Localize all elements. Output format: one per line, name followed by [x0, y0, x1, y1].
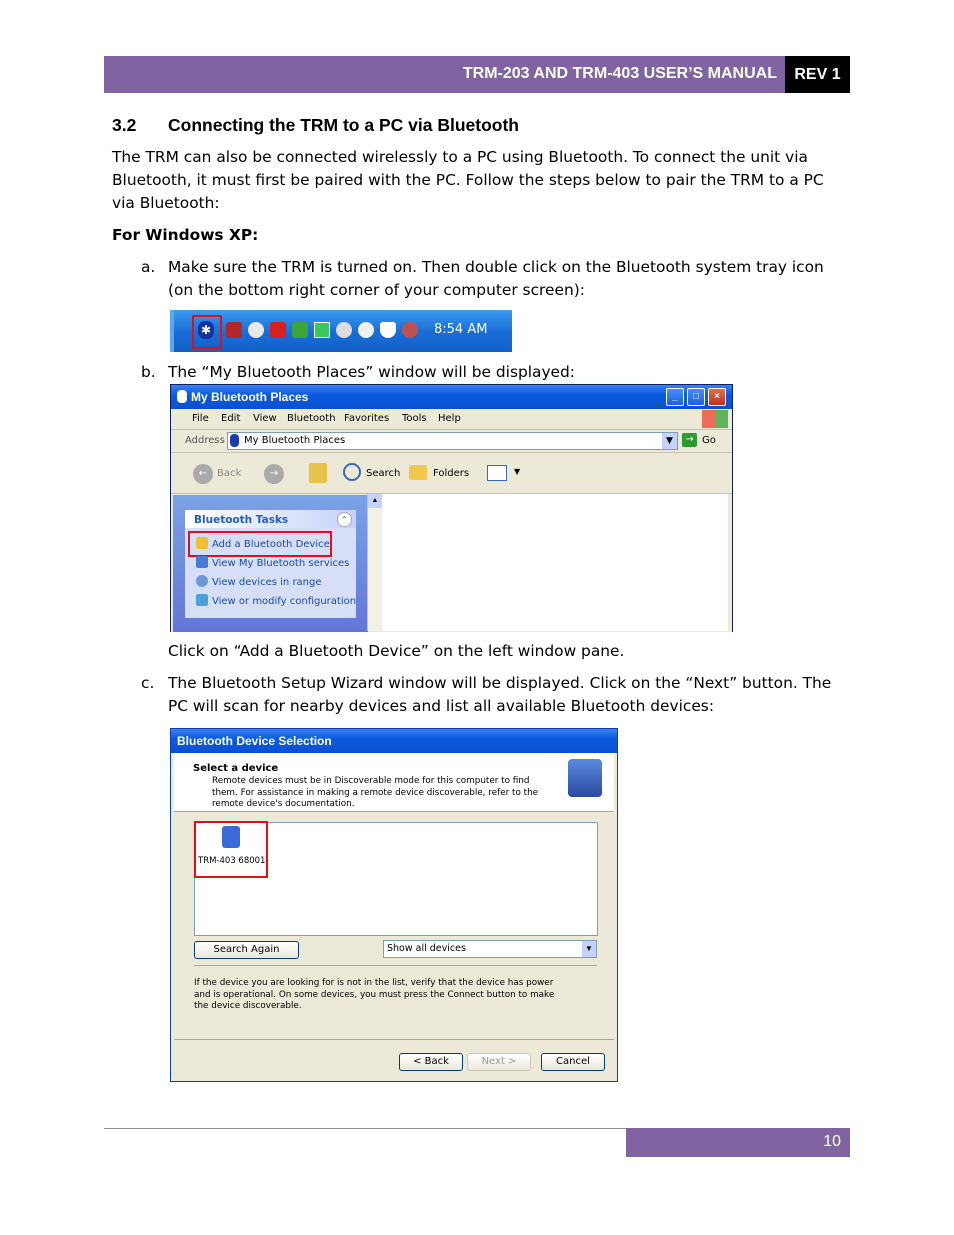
- close-icon[interactable]: ×: [708, 388, 726, 406]
- chevron-down-icon[interactable]: ▼: [662, 433, 677, 449]
- menu-view[interactable]: View: [253, 413, 277, 424]
- task-add-device[interactable]: [196, 537, 330, 550]
- task-view-services-label: View My Bluetooth services: [212, 558, 350, 569]
- folders-icon[interactable]: [409, 465, 427, 480]
- bluetooth-device-selection-window: [170, 728, 618, 1082]
- tray-icon-flag[interactable]: [292, 322, 308, 338]
- toolbar: [171, 453, 732, 494]
- cancel-button[interactable]: Cancel: [541, 1053, 605, 1071]
- intro-paragraph: The TRM can also be connected wirelessly to a PC using Bluetooth. To connect the unit via Bluetooth, it must first be paired with the PC. Follow the steps below to pair the TRM to a PC via Bluetooth:: [112, 148, 824, 212]
- step-b-marker: b.: [141, 363, 156, 381]
- wizard-description: Remote devices must be in Discoverable mode for this computer to find them. For assistance in making a remote device discoverable, refer to the remote device's documentation.: [212, 776, 539, 809]
- device-name: TRM-403 68001: [198, 856, 266, 866]
- tasks-header[interactable]: [185, 510, 356, 528]
- tray-icon-users[interactable]: [402, 322, 418, 338]
- menu-file[interactable]: File: [192, 413, 209, 424]
- go-button[interactable]: Go: [702, 435, 716, 446]
- menu-bluetooth[interactable]: Bluetooth: [287, 413, 336, 424]
- section-number: 3.2: [112, 115, 137, 135]
- device-filter-select[interactable]: [383, 940, 597, 958]
- filter-value: Show all devices: [387, 943, 466, 954]
- next-button[interactable]: Next >: [467, 1053, 531, 1071]
- content-pane: [382, 494, 728, 631]
- step-b-text: The “My Bluetooth Places” window will be displayed:: [168, 363, 575, 381]
- wizard-note: If the device you are looking for is not in the list, verify that the device has power and is operational. On some devices, you must press the Connect button to make the device discoverable.: [194, 978, 555, 1011]
- device-item[interactable]: [197, 826, 265, 874]
- chevron-down-icon[interactable]: ▼: [514, 467, 521, 476]
- phone-device-icon: [222, 826, 240, 848]
- folders-button[interactable]: Folders: [433, 468, 470, 479]
- forward-arrow-icon[interactable]: →: [264, 464, 284, 484]
- tray-icon-network[interactable]: [226, 322, 242, 338]
- wizard-heading: Select a device: [193, 763, 279, 774]
- configuration-icon: [196, 594, 208, 606]
- menu-tools[interactable]: Tools: [402, 413, 427, 424]
- subheading: For Windows XP:: [112, 226, 259, 244]
- step-c-text: The Bluetooth Setup Wizard window will be displayed. Click on the “Next” button. The PC will scan for nearby devices and list all available Bluetooth devices:: [168, 674, 832, 715]
- menu-bar: [171, 409, 732, 430]
- back-button[interactable]: Back: [217, 468, 242, 479]
- window-title: My Bluetooth Places: [191, 390, 309, 404]
- step-b-followup: Click on “Add a Bluetooth Device” on the left window pane.: [168, 642, 625, 660]
- windows-logo-icon: [702, 410, 728, 428]
- menu-edit[interactable]: Edit: [221, 413, 241, 424]
- section-title: Connecting the TRM to a PC via Bluetooth: [168, 115, 519, 135]
- divider: [194, 965, 597, 966]
- revision-badge: REV 1: [785, 56, 850, 93]
- task-configuration-label: View or modify configuration: [212, 596, 357, 607]
- bluetooth-tray-icon[interactable]: ✱: [198, 321, 214, 339]
- step-a-text: Make sure the TRM is turned on. Then double click on the Bluetooth system tray icon (on the bottom right corner of your computer screen):: [168, 258, 824, 299]
- search-devices-icon: [196, 575, 208, 587]
- address-bar: [171, 430, 732, 453]
- search-icon[interactable]: [343, 463, 361, 481]
- back-arrow-icon[interactable]: ←: [193, 464, 213, 484]
- page-number: 10: [626, 1128, 850, 1157]
- step-a-marker: a.: [141, 258, 156, 276]
- pane-scrollbar[interactable]: [367, 494, 382, 631]
- bluetooth-device-icon: [196, 537, 208, 549]
- tray-icon-security[interactable]: [380, 322, 396, 338]
- section-heading: [112, 115, 519, 136]
- services-icon: [196, 556, 208, 568]
- tray-clock[interactable]: 8:54 AM: [434, 322, 488, 337]
- task-add-device-label: Add a Bluetooth Device: [212, 539, 330, 550]
- footer-divider: [174, 1039, 614, 1040]
- bluetooth-icon: [230, 434, 239, 447]
- wizard-header: [174, 753, 614, 812]
- wizard-titlebar: [171, 729, 617, 753]
- back-button[interactable]: < Back: [399, 1053, 463, 1071]
- collapse-icon[interactable]: ⌃: [337, 512, 352, 527]
- bluetooth-icon: [177, 390, 187, 403]
- wizard-title: Bluetooth Device Selection: [177, 734, 332, 748]
- minimize-icon[interactable]: _: [666, 388, 684, 406]
- window-titlebar: [171, 385, 732, 409]
- maximize-icon[interactable]: □: [687, 388, 705, 406]
- views-icon[interactable]: [487, 465, 507, 481]
- menu-help[interactable]: Help: [438, 413, 461, 424]
- scroll-up-icon[interactable]: ▲: [368, 494, 382, 508]
- tray-icon-acrobat[interactable]: [270, 322, 286, 338]
- search-button[interactable]: Search: [366, 468, 401, 479]
- go-arrow-icon[interactable]: →: [682, 433, 697, 447]
- tray-icon-media[interactable]: [358, 322, 374, 338]
- address-label: Address: [185, 435, 225, 446]
- chevron-down-icon[interactable]: ▼: [582, 941, 596, 957]
- manual-title: TRM-203 AND TRM-403 USER’S MANUAL: [462, 65, 777, 82]
- tray-icon-shield[interactable]: [248, 322, 264, 338]
- system-tray-screenshot: [170, 310, 512, 352]
- task-view-services[interactable]: [196, 556, 349, 569]
- task-view-devices[interactable]: [196, 575, 322, 588]
- address-input[interactable]: [227, 432, 678, 450]
- task-configuration[interactable]: [196, 594, 356, 607]
- task-view-devices-label: View devices in range: [212, 577, 322, 588]
- up-folder-icon[interactable]: [309, 463, 327, 483]
- computer-bluetooth-icon: [568, 759, 602, 797]
- menu-favorites[interactable]: Favorites: [344, 413, 390, 424]
- address-value: My Bluetooth Places: [244, 435, 346, 446]
- search-again-button[interactable]: Search Again: [194, 941, 299, 959]
- header-bar: [104, 56, 785, 93]
- tray-icon-volume[interactable]: [336, 322, 352, 338]
- step-c-marker: c.: [141, 674, 155, 692]
- tasks-header-label: Bluetooth Tasks: [194, 514, 289, 526]
- tray-icon-update[interactable]: [314, 322, 330, 338]
